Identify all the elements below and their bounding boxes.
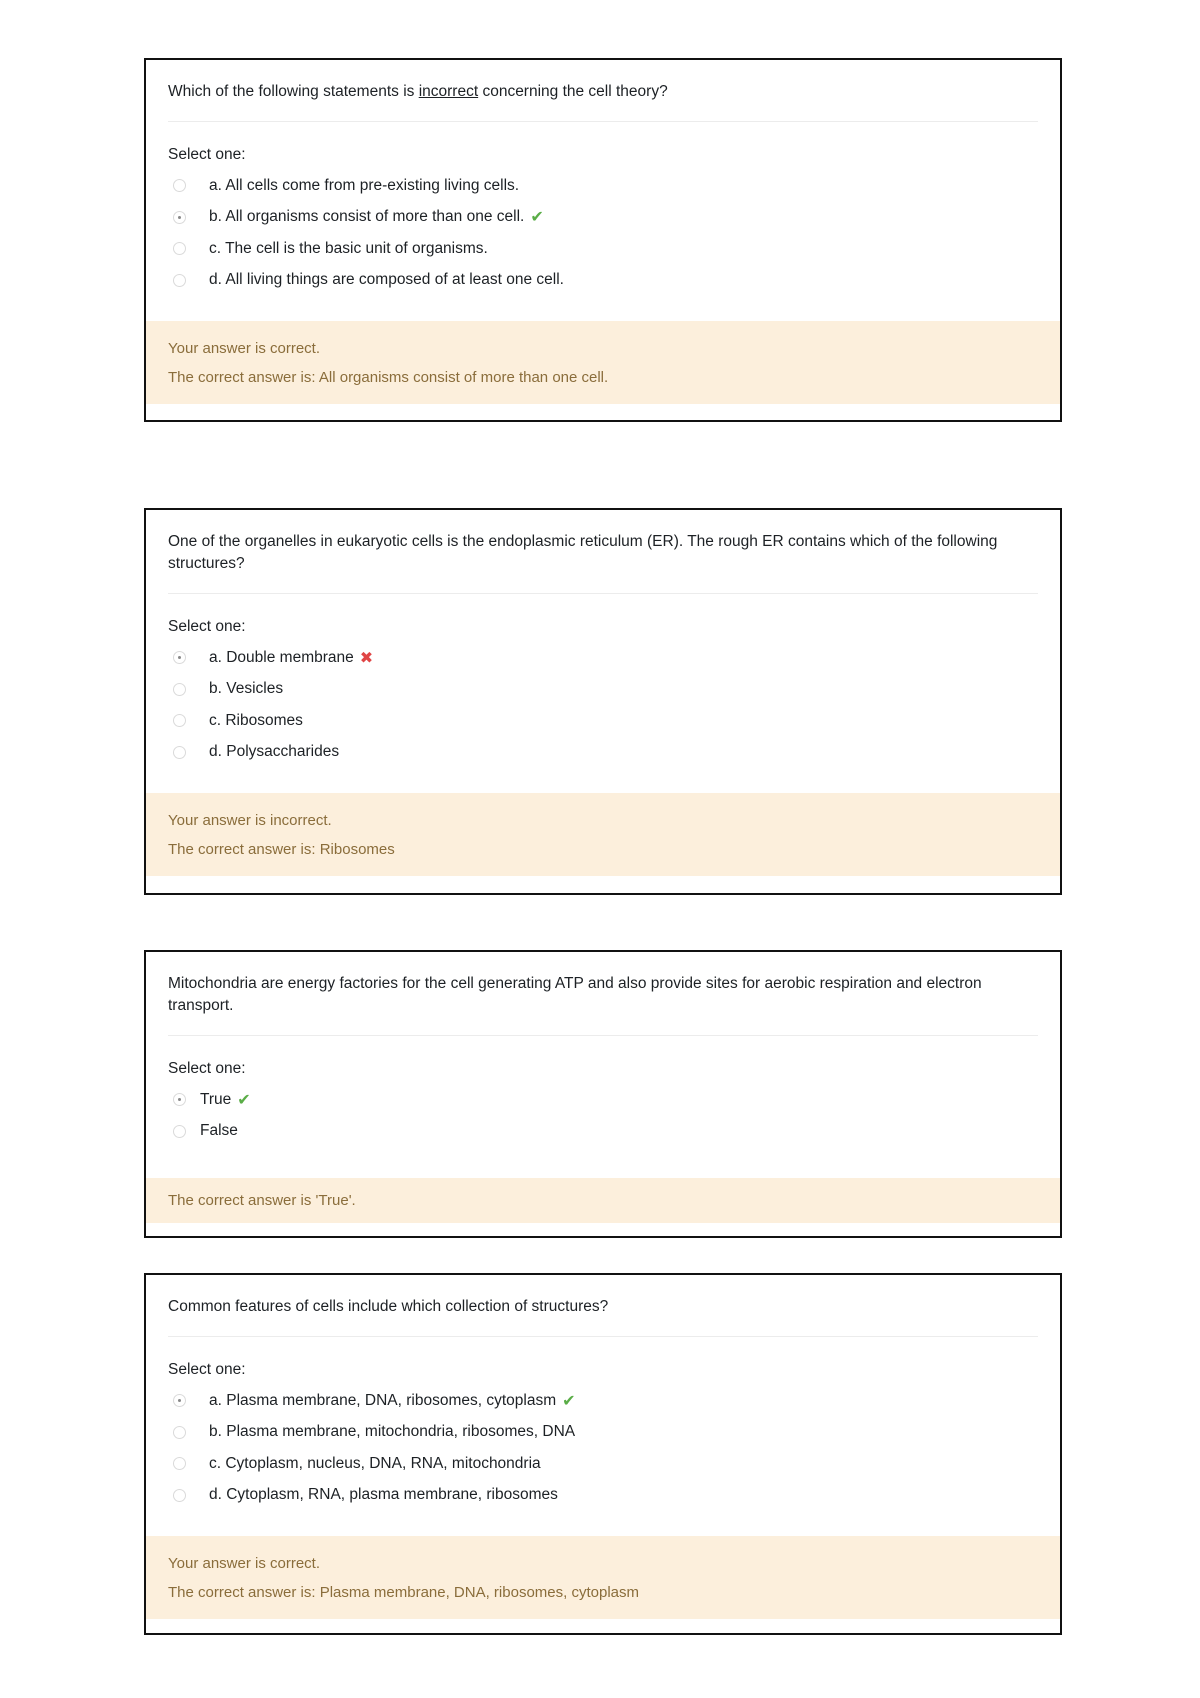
option-label: b. Vesicles <box>209 680 284 698</box>
feedback-panel <box>146 1536 1060 1619</box>
feedback-panel <box>146 1178 1060 1223</box>
option-label: b. All organisms consist of more than one cell. <box>209 208 525 226</box>
question-text <box>168 81 1038 122</box>
check-icon: ✔ <box>562 1392 576 1410</box>
radio-button[interactable] <box>173 746 186 759</box>
question-text: Common features of cells include which collection of structures? <box>168 1296 1038 1337</box>
feedback-status: Your answer is correct. <box>168 340 321 357</box>
option-label: d. All living things are composed of at least one cell. <box>209 271 564 289</box>
check-icon: ✔ <box>237 1091 251 1109</box>
answer-option-c[interactable] <box>168 233 1038 265</box>
answer-options <box>168 642 1038 768</box>
answer-option-c[interactable] <box>168 705 1038 737</box>
feedback-status: Your answer is correct. <box>168 1555 321 1572</box>
answer-option-d[interactable] <box>168 265 1038 297</box>
question-3 <box>144 950 1062 1238</box>
feedback-correct-answer: The correct answer is: Plasma membrane, DNA, ribosomes, cytoplasm <box>168 1584 639 1601</box>
question-text-part: concerning the cell theory? <box>478 83 668 100</box>
select-one-label: Select one: <box>168 146 246 163</box>
answer-option-b[interactable] <box>168 674 1038 706</box>
answer-option-a[interactable] <box>168 642 1038 674</box>
answer-option-a[interactable] <box>168 170 1038 202</box>
answer-option-a[interactable] <box>168 1385 1038 1417</box>
radio-button[interactable] <box>173 274 186 287</box>
answer-option-d[interactable] <box>168 1480 1038 1512</box>
feedback-correct-answer: The correct answer is: All organisms consist of more than one cell. <box>168 369 609 386</box>
option-label: False <box>200 1122 238 1140</box>
answer-options <box>168 1385 1038 1511</box>
question-text-part: Which of the following statements is <box>168 83 419 100</box>
radio-button[interactable] <box>173 1426 186 1439</box>
question-text: Mitochondria are energy factories for the cell generating ATP and also provide sites for aerobic respiration and electron transport. <box>168 973 1038 1036</box>
radio-button[interactable] <box>173 714 186 727</box>
check-icon: ✔ <box>530 209 544 227</box>
radio-button-selected[interactable] <box>173 1093 186 1106</box>
radio-button[interactable] <box>173 179 186 192</box>
radio-button[interactable] <box>173 683 186 696</box>
radio-button[interactable] <box>173 242 186 255</box>
option-label: True <box>200 1090 232 1108</box>
question-text: One of the organelles in eukaryotic cells is the endoplasmic reticulum (ER). The rough ER contains which of the following structures? <box>168 531 1038 594</box>
feedback-correct-answer: The correct answer is 'True'. <box>168 1192 356 1209</box>
radio-button[interactable] <box>173 1489 186 1502</box>
answer-option-b[interactable] <box>168 1417 1038 1449</box>
answer-option-d[interactable] <box>168 737 1038 769</box>
select-one-label: Select one: <box>168 618 246 635</box>
answer-option-c[interactable] <box>168 1448 1038 1480</box>
question-2 <box>144 508 1062 895</box>
option-label: a. Double membrane <box>209 648 354 666</box>
feedback-status: Your answer is incorrect. <box>168 812 332 829</box>
option-label: c. Ribosomes <box>209 711 303 729</box>
answer-option-b[interactable] <box>168 202 1038 234</box>
cross-icon: ✖ <box>359 649 374 667</box>
radio-button[interactable] <box>173 1457 186 1470</box>
question-1 <box>144 58 1062 422</box>
option-label: c. The cell is the basic unit of organisms. <box>209 239 488 257</box>
option-label: d. Polysaccharides <box>209 743 340 761</box>
option-label: c. Cytoplasm, nucleus, DNA, RNA, mitochondria <box>209 1454 541 1472</box>
feedback-panel <box>146 321 1060 404</box>
answer-options <box>168 170 1038 296</box>
select-one-label: Select one: <box>168 1060 246 1077</box>
option-label: d. Cytoplasm, RNA, plasma membrane, ribosomes <box>209 1486 558 1504</box>
radio-button-selected[interactable] <box>173 1394 186 1407</box>
feedback-correct-answer: The correct answer is: Ribosomes <box>168 841 395 858</box>
question-4 <box>144 1273 1062 1635</box>
answer-option-false[interactable] <box>168 1116 1038 1148</box>
radio-button[interactable] <box>173 1125 186 1138</box>
answer-option-true[interactable] <box>168 1084 1038 1116</box>
select-one-label: Select one: <box>168 1361 246 1378</box>
radio-button-selected[interactable] <box>173 651 186 664</box>
option-label: a. Plasma membrane, DNA, ribosomes, cytoplasm <box>209 1391 557 1409</box>
answer-options <box>168 1084 1038 1147</box>
question-text-underlined: incorrect <box>418 83 479 100</box>
option-label: a. All cells come from pre-existing living cells. <box>209 176 520 194</box>
feedback-panel <box>146 793 1060 876</box>
radio-button-selected[interactable] <box>173 211 186 224</box>
option-label: b. Plasma membrane, mitochondria, ribosomes, DNA <box>209 1423 576 1441</box>
